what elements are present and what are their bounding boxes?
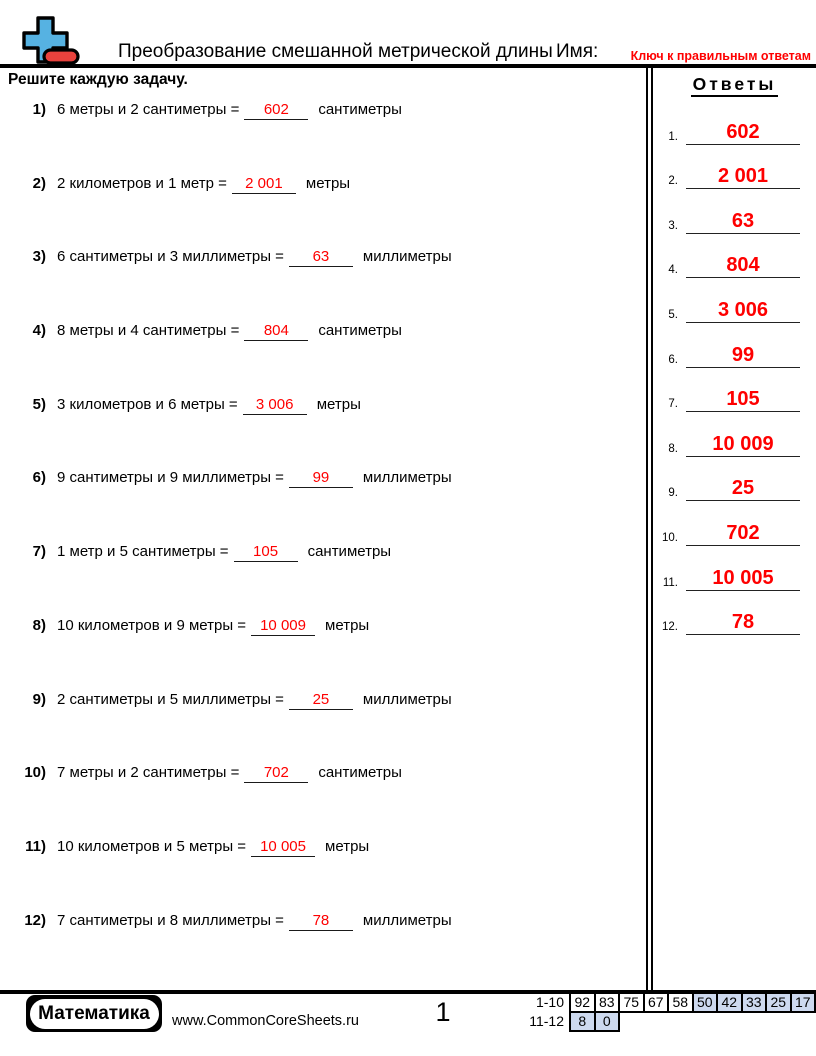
answer-key-value: 702 <box>726 521 760 544</box>
answer-line <box>686 568 800 591</box>
name-label: Имя: <box>556 41 599 62</box>
answer-index: 11. <box>662 576 678 589</box>
answer-blank <box>234 543 298 562</box>
answer-blank <box>251 617 315 636</box>
problem-row-8 <box>0 617 640 691</box>
problem-number: 6) <box>32 469 46 487</box>
problem-unit: сантиметры <box>318 101 402 118</box>
answer-value: 99 <box>312 469 330 487</box>
answer-blank <box>251 838 315 857</box>
problem-number: 1) <box>32 101 46 118</box>
answer-item-2 <box>653 145 816 190</box>
score-cell: 58 <box>667 992 694 1013</box>
answer-item-4 <box>653 234 816 279</box>
answer-line <box>686 523 800 546</box>
score-cell-shaded: 33 <box>741 992 768 1013</box>
problem-text: 2 сантиметры и 5 миллиметры = <box>57 690 284 708</box>
answer-value: 602 <box>263 101 289 118</box>
answer-line <box>686 166 800 189</box>
answer-item-6 <box>653 323 816 368</box>
answer-blank <box>244 322 308 341</box>
problem-unit: миллиметры <box>362 469 452 487</box>
answer-index: 2. <box>668 175 678 188</box>
brand-label: Математика <box>30 999 159 1029</box>
answer-index: 12. <box>662 621 678 634</box>
problem-number: 2) <box>32 174 46 192</box>
score-cell-shaded: 42 <box>716 992 743 1013</box>
problem-row-1 <box>0 101 640 175</box>
problem-unit: сантиметры <box>307 543 392 561</box>
answer-blank <box>244 101 308 120</box>
problem-number: 12) <box>24 911 46 929</box>
answer-value: 25 <box>312 690 330 708</box>
problem-unit: миллиметры <box>362 690 452 708</box>
answer-value: 63 <box>312 248 330 266</box>
plus-minus-icon <box>14 14 94 66</box>
problem-text: 2 километров и 1 метр = <box>57 174 227 192</box>
answer-blank <box>289 912 353 931</box>
answer-item-9 <box>653 457 816 502</box>
answer-line <box>686 434 800 457</box>
problem-row-9 <box>0 691 640 765</box>
problem-unit: метры <box>316 395 361 413</box>
answer-index: 6. <box>668 353 678 366</box>
problem-text: 7 метры и 2 сантиметры = <box>57 764 240 782</box>
problem-text: 9 сантиметры и 9 миллиметры = <box>57 469 284 487</box>
answer-index: 1. <box>668 130 678 143</box>
answer-key-value: 25 <box>731 477 755 500</box>
page-title: Преобразование смешанной метрической длины <box>118 41 553 62</box>
problem-number: 4) <box>32 322 46 340</box>
answer-index: 10. <box>662 531 678 544</box>
header <box>0 0 816 68</box>
answer-key-value: 78 <box>731 611 755 634</box>
answer-value: 702 <box>263 764 289 782</box>
answer-line <box>686 389 800 412</box>
answer-line <box>686 255 800 278</box>
problem-unit: сантиметры <box>318 764 402 782</box>
answer-value: 78 <box>312 911 330 929</box>
score-cell-shaded: 25 <box>765 992 792 1013</box>
score-cell: 92 <box>569 992 596 1013</box>
score-cell: 67 <box>643 992 670 1013</box>
answer-value: 105 <box>253 543 279 561</box>
problem-number: 11) <box>25 837 46 855</box>
answer-value: 3 006 <box>255 395 294 413</box>
problem-row-3 <box>0 248 640 322</box>
instructions-text: Решите каждую задачу. <box>8 71 188 88</box>
problem-row-6 <box>0 469 640 543</box>
answer-item-10 <box>653 501 816 546</box>
answer-item-12 <box>653 591 816 636</box>
score-cell: 83 <box>594 992 621 1013</box>
answer-line <box>686 345 800 368</box>
page-number: 1 <box>435 997 451 1027</box>
answer-key-value: 105 <box>726 388 760 411</box>
brand-badge <box>26 995 162 1032</box>
problem-number: 9) <box>32 690 46 708</box>
score-row-label: 11-12 <box>529 1013 564 1029</box>
score-cell-shaded: 50 <box>692 992 719 1013</box>
problem-text: 10 километров и 5 метры = <box>57 837 247 855</box>
answer-index: 8. <box>668 442 678 455</box>
answers-list <box>653 100 816 635</box>
problem-text: 6 сантиметры и 3 миллиметры = <box>57 248 284 266</box>
vertical-divider <box>646 68 653 990</box>
answer-value: 10 005 <box>260 837 306 855</box>
problem-unit: миллиметры <box>362 911 452 929</box>
problem-unit: метры <box>325 616 370 634</box>
answer-key-value: 804 <box>726 254 760 277</box>
score-cell-shaded: 0 <box>594 1011 621 1032</box>
score-cell: 75 <box>618 992 645 1013</box>
answer-item-3 <box>653 189 816 234</box>
problem-unit: метры <box>305 174 351 192</box>
problems-list <box>0 101 640 985</box>
answer-value: 2 001 <box>245 174 283 192</box>
answer-key-label: Ключ к правильным ответам <box>630 49 811 63</box>
answer-key-value: 2 001 <box>717 165 769 188</box>
answer-item-7 <box>653 368 816 413</box>
answer-key-value: 3 006 <box>717 298 769 321</box>
answer-index: 3. <box>668 219 678 232</box>
problem-text: 3 километров и 6 метры = <box>57 395 238 413</box>
answer-blank <box>244 764 308 783</box>
problem-row-11 <box>0 838 640 912</box>
answer-index: 4. <box>668 264 678 277</box>
answer-blank <box>289 469 353 488</box>
score-row-1 <box>520 992 816 1013</box>
answer-key-value: 10 005 <box>712 566 774 589</box>
answer-line <box>686 211 800 234</box>
score-row-2 <box>520 1011 816 1032</box>
site-url: www.CommonCoreSheets.ru <box>172 1013 359 1029</box>
problem-row-2 <box>0 175 640 249</box>
problem-number: 7) <box>32 543 46 561</box>
score-cell-shaded: 8 <box>569 1011 596 1032</box>
answer-blank <box>289 691 353 710</box>
answer-line <box>686 612 800 635</box>
problem-row-12 <box>0 912 640 986</box>
problem-unit: миллиметры <box>362 248 452 266</box>
answer-line <box>686 478 800 501</box>
problem-number: 8) <box>32 616 46 634</box>
answer-key-value: 63 <box>731 209 755 232</box>
answers-panel <box>653 68 816 635</box>
problem-text: 7 сантиметры и 8 миллиметры = <box>57 911 284 929</box>
brand-logo <box>14 14 94 66</box>
answer-index: 7. <box>668 398 678 411</box>
answer-index: 9. <box>668 487 678 500</box>
problem-row-10 <box>0 764 640 838</box>
problem-row-7 <box>0 543 640 617</box>
answer-line <box>686 122 800 145</box>
answer-item-1 <box>653 100 816 145</box>
answer-key-value: 10 009 <box>712 432 774 455</box>
problem-unit: метры <box>325 837 370 855</box>
problem-text: 6 метры и 2 сантиметры = <box>57 101 240 118</box>
answer-key-value: 99 <box>731 343 755 366</box>
answer-item-8 <box>653 412 816 457</box>
problem-text: 1 метр и 5 сантиметры = <box>57 543 229 561</box>
score-row-label: 1-10 <box>535 994 564 1010</box>
answer-item-5 <box>653 278 816 323</box>
problem-number: 3) <box>32 248 46 266</box>
answer-blank <box>232 175 296 194</box>
answer-blank <box>243 396 307 415</box>
score-cell-shaded: 17 <box>790 992 816 1013</box>
problem-unit: сантиметры <box>318 322 402 340</box>
problem-row-5 <box>0 396 640 470</box>
score-table <box>520 992 816 1032</box>
answer-blank <box>289 248 353 267</box>
answer-value: 804 <box>263 322 289 340</box>
answer-item-11 <box>653 546 816 591</box>
problem-number: 10) <box>24 764 46 782</box>
answers-title: Ответы <box>653 74 816 94</box>
problem-text: 8 метры и 4 сантиметры = <box>57 322 240 340</box>
problem-row-4 <box>0 322 640 396</box>
answer-key-value: 602 <box>726 120 760 143</box>
answer-index: 5. <box>668 308 678 321</box>
problem-number: 5) <box>32 395 46 413</box>
answer-line <box>686 300 800 323</box>
problem-text: 10 километров и 9 метры = <box>57 616 247 634</box>
answer-value: 10 009 <box>260 616 306 634</box>
